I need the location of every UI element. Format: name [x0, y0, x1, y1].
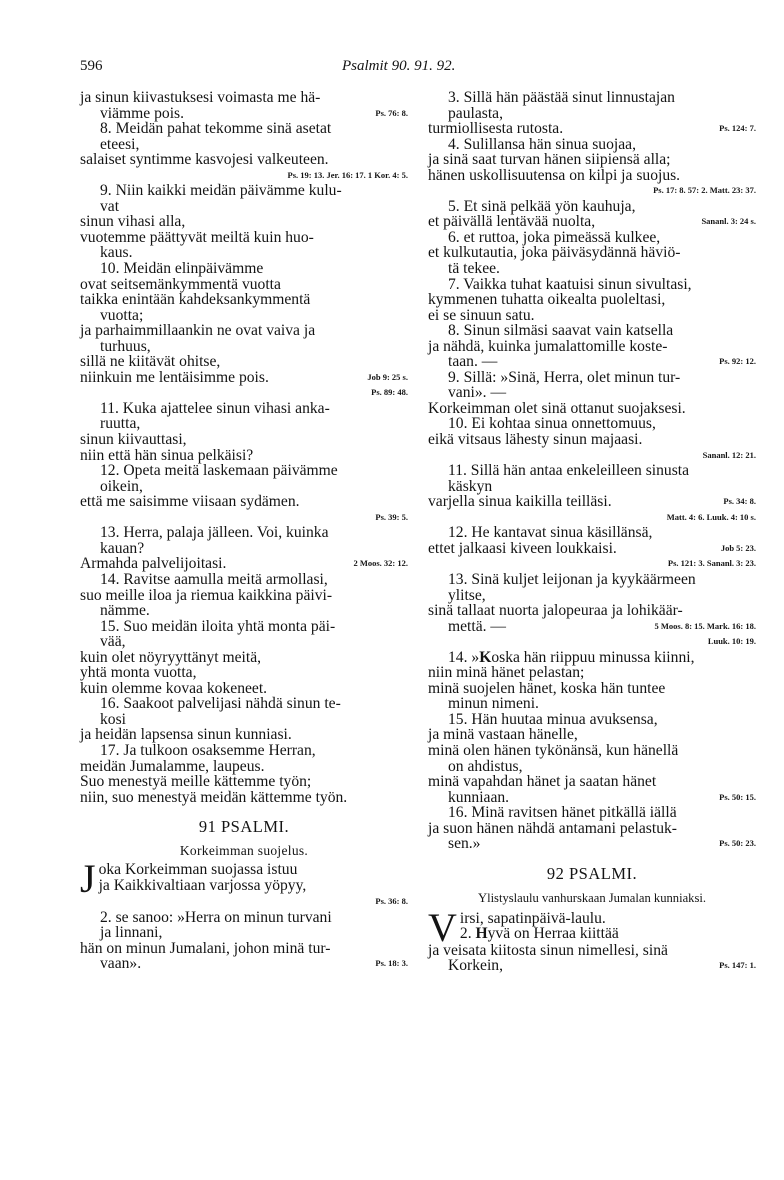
verse-12: 12. Opeta meitä laskemaan päivämme	[100, 462, 338, 480]
cross-reference: Ps. 19: 13. Jer. 16: 17. 1 Kor. 4: 5.	[287, 169, 408, 180]
verse-9: 9. Niin kaikki meidän päivämme kulu-	[100, 182, 342, 200]
verse-15: 15. Suo meidän iloita yhtä monta päi-	[100, 617, 336, 635]
text-line: ja nähdä, kuinka jumalattomille koste-	[428, 337, 668, 355]
text-line: ylitse,	[448, 586, 486, 604]
cross-reference: Ps. 89: 48.	[371, 387, 408, 398]
text-line: käskyn	[448, 477, 493, 495]
cross-reference: Ps. 34: 8.	[723, 496, 756, 507]
text-line: ettet jalkaasi kiveen loukkaisi. Job 5: 23.	[428, 539, 756, 557]
text-line: Korkein, Ps. 147: 1.	[448, 957, 756, 975]
text-line: sillä ne kiitävät ohitse,	[80, 353, 221, 371]
cross-reference: Ps. 147: 1.	[719, 960, 756, 971]
text-line: ei se sinuun satu.	[428, 306, 535, 324]
psalm-91-verse-2: 2. se sanoo: »Herra on minun turvani	[100, 908, 332, 926]
psalm-92-title: 92 PSALMI.	[546, 863, 638, 883]
cross-reference: Sananl. 3: 24 s.	[701, 216, 756, 227]
cross-reference: Luuk. 10: 19.	[707, 636, 756, 647]
verse-14: 14. »Koska hän riippuu minussa kiinni,	[448, 648, 695, 666]
text-line: ovat seitsemänkymmentä vuotta	[80, 275, 281, 293]
text-line: ja parhaimmillaankin ne ovat vaiva ja	[80, 322, 316, 340]
text-line: taikka enintään kahdeksankymmentä	[80, 291, 311, 309]
text-line: taan. — Ps. 92: 12.	[448, 353, 756, 371]
cross-reference: Ps. 124: 7.	[719, 123, 756, 134]
text-line: paulasta,	[448, 104, 503, 122]
cross-reference: Job 5: 23.	[720, 542, 756, 553]
drop-cap: J	[80, 856, 96, 902]
text-line: vat	[100, 197, 120, 215]
text-line: vani». —	[448, 384, 507, 402]
verse-8: 8. Sinun silmäsi saavat vain katsella	[448, 322, 674, 340]
text-line: niin minä hänet pelastan;	[428, 664, 585, 682]
running-title: Psalmit 90. 91. 92.	[342, 58, 456, 74]
text-line: minä vapahdan hänet ja saatan hänet	[428, 773, 657, 791]
text-line: kauan?	[100, 539, 145, 557]
verse-13: 13. Sinä kuljet leijonan ja kyykäärmeen	[448, 570, 696, 588]
text-line: meidän Jumalamme, laupeus.	[80, 757, 265, 775]
psalm-91-title: 91 PSALMI.	[198, 817, 290, 837]
text-line: sen.» Ps. 50: 23.	[448, 835, 756, 853]
verse-17: 17. Ja tulkoon osaksemme Herran,	[100, 741, 316, 759]
drop-cap: V	[428, 904, 457, 950]
verse-3: 3. Sillä hän päästää sinut linnustajan	[448, 89, 675, 106]
text-line: niin että hän sinua pelkäisi?	[80, 446, 254, 464]
cross-reference: Ps. 92: 12.	[719, 356, 756, 367]
text-line: vuotta;	[100, 306, 144, 324]
text-line: kuin olet nöyryyttänyt meitä,	[80, 648, 262, 666]
text-line: eikä vitsaus lähesty sinun majaasi.	[428, 431, 643, 449]
text-line: kuin olemme kovaa kokeneet.	[80, 679, 268, 697]
text-line: vuotemme päättyvät meiltä kuin huo-	[80, 228, 314, 246]
psalm-92-subtitle: Ylistyslaulu vanhurskaan Jumalan kunniaksi.	[477, 891, 707, 906]
text-line: minä suojelen hänet, koska hän tuntee	[428, 679, 666, 697]
cross-reference: Ps. 121: 3. Sananl. 3: 23.	[667, 558, 756, 569]
verse-11: 11. Sillä hän antaa enkeleilleen sinusta	[448, 462, 690, 480]
verse-11: 11. Kuka ajattelee sinun vihasi anka-	[100, 399, 330, 417]
text-line: minun nimeni.	[448, 695, 539, 713]
verse-5: 5. Et sinä pelkää yön kauhuja,	[448, 197, 636, 215]
text-line: kunniaan. Ps. 50: 15.	[448, 788, 756, 806]
verse-16: 16. Saakoot palvelijasi nähdä sinun te-	[100, 695, 341, 713]
text-line: vää,	[100, 633, 126, 651]
text-line: irsi, sapatinpäivä-laulu.	[459, 909, 606, 927]
verse-14: 14. Ravitse aamulla meitä armollasi,	[100, 570, 328, 588]
text-line: ja heidän lapsensa sinun kunniasi.	[80, 726, 292, 744]
text-line: sinä tallaat nuorta jalopeuraa ja lohikäär-	[428, 602, 683, 620]
text-line: suo meille iloa ja riemua kaikkina päivi-	[80, 586, 333, 604]
cross-reference: Ps. 17: 8. 57: 2. Matt. 23: 37.	[653, 185, 756, 196]
verse-7: 7. Vaikka tuhat kaatuisi sinun sivultasi,	[448, 275, 692, 293]
verse-16: 16. Minä ravitsen hänet pitkällä iällä	[448, 804, 677, 822]
text-line: varjella sinua kaikilla teilläsi. Ps. 34: 8.	[428, 493, 756, 511]
text-line: oka Korkeimman suojassa istuu	[98, 861, 298, 879]
text-line: viämme pois. Ps. 76: 8.	[100, 104, 408, 122]
text-line: että me saisimme viisaan sydämen.	[80, 493, 300, 511]
text-line: vaan». Ps. 18: 3.	[100, 955, 408, 973]
left-column	[80, 90, 408, 972]
text-line: ja sinä saat turvan hänen siipiensä alla;	[428, 151, 671, 169]
verse-13: 13. Herra, palaja jälleen. Voi, kuinka	[100, 524, 329, 542]
cross-reference: Job 9: 25 s.	[367, 371, 408, 382]
text-line: kaus.	[100, 244, 133, 262]
text-line: ja veisata kiitosta sinun nimellesi, sinä	[428, 941, 668, 959]
text-line: et päivällä lentävää nuolta, Sananl. 3: 24 s.	[428, 213, 756, 231]
text-line: ja linnani,	[100, 924, 163, 942]
verse-4: 4. Sulillansa hän sinua suojaa,	[448, 135, 636, 153]
text-line: ja minä vastaan hänelle,	[428, 726, 578, 744]
verse-15: 15. Hän huutaa minua avuksensa,	[448, 710, 658, 728]
text-line: mettä. — 5 Moos. 8: 15. Mark. 16: 18.	[448, 617, 756, 635]
text-line: eteesi,	[100, 135, 140, 153]
cross-reference: Ps. 76: 8.	[375, 107, 408, 118]
text-line: et kulkutautia, joka päiväsydännä häviö-	[428, 244, 681, 262]
text-line: Suo menestyä meille kättemme työn;	[80, 773, 312, 791]
verse-8: 8. Meidän pahat tekomme sinä asetat	[100, 120, 332, 138]
text-line: ja sinun kiivastuksesi voimasta me hä-	[80, 89, 321, 106]
text-line: yhtä monta vuotta,	[80, 664, 197, 682]
text-line: hänen uskollisuutensa on kilpi ja suojus.	[428, 166, 681, 184]
text-line: Korkeimman olet sinä ottanut suojaksesi.	[428, 399, 686, 417]
text-line: ja suon hänen nähdä antamani pelastuk-	[428, 819, 677, 837]
text-line: niin, suo menestyä meidän kättemme työn.	[80, 788, 348, 806]
cross-reference: Ps. 50: 15.	[719, 791, 756, 802]
text-line: ruutta,	[100, 415, 141, 433]
text-line: nämme.	[100, 602, 150, 620]
text-line: minä olen hänen tykönänsä, kun hänellä	[428, 741, 679, 759]
psalm-92-verse-2: 2. Hyvä on Herraa kiittää	[459, 925, 619, 943]
cross-reference: Matt. 4: 6. Luuk. 4: 10 s.	[666, 511, 756, 522]
cross-reference: 2 Moos. 32: 12.	[353, 558, 408, 569]
text-line: salaiset syntimme kasvojesi valkeuteen.	[80, 151, 329, 169]
text-line: hän on minun Jumalani, johon minä tur-	[80, 939, 331, 957]
text-line: sinun vihasi alla,	[80, 213, 186, 231]
cross-reference: Sananl. 12: 21.	[702, 449, 756, 460]
text-line: ja Kaikkivaltiaan varjossa yöpyy,	[98, 876, 307, 894]
text-line: kymmenen tuhatta oikealta puoleltasi,	[428, 291, 666, 309]
text-line: kosi	[100, 710, 126, 728]
page-number: 596	[80, 58, 103, 74]
cross-reference: Ps. 50: 23.	[719, 838, 756, 849]
verse-10: 10. Ei kohtaa sinua onnettomuus,	[448, 415, 656, 433]
text-line: turhuus,	[100, 337, 151, 355]
verse-10: 10. Meidän elinpäivämme	[100, 260, 264, 278]
verse-9: 9. Sillä: »Sinä, Herra, olet minun tur-	[448, 368, 681, 386]
verse-6: 6. et ruttoa, joka pimeässä kulkee,	[448, 228, 661, 246]
right-column	[428, 90, 756, 974]
text-line: on ahdistus,	[448, 757, 523, 775]
text-line: niinkuin me lentäisimme pois. Job 9: 25 s.	[80, 368, 408, 386]
page-header	[80, 58, 756, 80]
text-line: Armahda palvelijoitasi. 2 Moos. 32: 12.	[80, 555, 408, 573]
cross-reference: 5 Moos. 8: 15. Mark. 16: 18.	[654, 620, 756, 631]
text-line: oikein,	[100, 477, 143, 495]
cross-reference: Ps. 39: 5.	[375, 511, 408, 522]
cross-reference: Ps. 18: 3.	[375, 958, 408, 969]
text-line: tä tekee.	[448, 260, 500, 278]
cross-reference: Ps. 36: 8.	[375, 896, 408, 907]
psalm-91-subtitle: Korkeimman suojelus.	[179, 842, 309, 858]
verse-12: 12. He kantavat sinua käsillänsä,	[448, 524, 653, 542]
text-line: sinun kiivauttasi,	[80, 431, 187, 449]
text-line: turmiollisesta rutosta. Ps. 124: 7.	[428, 120, 756, 138]
